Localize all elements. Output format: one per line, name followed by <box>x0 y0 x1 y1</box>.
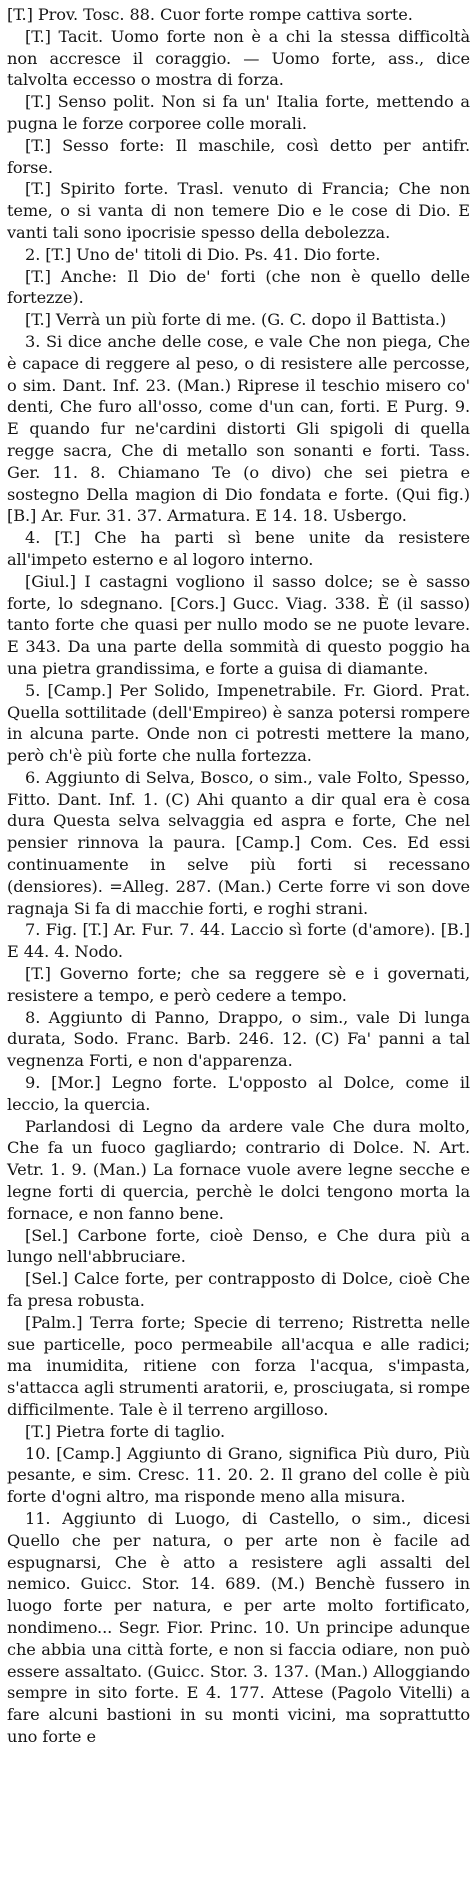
entry-paragraph: 3. Si dice anche delle cose, e vale Che non piega, Che è capace di reggere al peso, o di resistere alle percosse, o sim. Dant. Inf. 23. (Man.) Riprese il teschio misero co' denti, Che furo all'osso, come d'un can, forti. E Purg. 9. E quando fur ne'cardini distorti Gli spigoli di quella regge sacra, Che di metallo son sonanti e forti. Tass. Ger. 11. 8. Chiamano Te (o divo) che sei pietra e sostegno Della magion di Dio fondata e forte. (Qui fig.) [B.] Ar. Fur. 31. 37. Armatura. E 14. 18. Usbergo. <box>7 331 470 526</box>
entry-paragraph: 5. [Camp.] Per Solido, Impenetrabile. Fr. Giord. Prat. Quella sottilitade (dell'Empireo) è sanza potersi rompere in alcuna parte. Onde non ci potresti mettere la mano, però ch'è più forte che nulla fortezza. <box>7 680 470 766</box>
entry-paragraph: [Sel.] Carbone forte, cioè Denso, e Che dura più a lungo nell'abbruciare. <box>7 1225 470 1267</box>
entry-paragraph: [T.] Anche: Il Dio de' forti (che non è quello delle fortezze). <box>7 266 470 308</box>
text-column <box>7 4 470 1748</box>
entry-paragraph: [T.] Governo forte; che sa reggere sè e i governati, resistere a tempo, e però cedere a tempo. <box>7 964 470 1005</box>
entry-paragraph: [T.] Prov. Tosc. 88. Cuor forte rompe cattiva sorte. <box>7 5 413 24</box>
entry-paragraph: Parlandosi di Legno da ardere vale Che dura molto, Che fa un fuoco gagliardo; contrario di Dolce. N. Art. Vetr. 1. 9. (Man.) La fornace vuole avere legne secche e legne forti di quercia, perchè le dolci tengono morta la fornace, e non fanno bene. <box>7 1116 470 1223</box>
entry-paragraph: 9. [Mor.] Legno forte. L'opposto al Dolce, come il leccio, la quercia. <box>7 1073 470 1114</box>
entry-paragraph: 10. [Camp.] Aggiunto di Grano, significa Più duro, Più pesante, e sim. Cresc. 11. 20. 2. Il grano del colle è più forte d'ogni altro, ma risponde meno alla misura. <box>7 1443 470 1507</box>
entry-paragraph: [T.] Senso polit. Non si fa un' Italia forte, mettendo a pugna le forze corporee colle morali. <box>7 92 470 133</box>
entry-paragraph: [Giul.] I castagni vogliono il sasso dolce; se è sasso forte, lo sdegnano. [Cors.] Gucc. Viag. 338. È (il sasso) tanto forte che quasi per nullo modo se ne puote levare. E 343. Da una parte della sommità di questo poggio ha una pietra grandissima, e forte a guisa di diamante. <box>7 571 470 678</box>
entry-paragraph: [T.] Tacit. Uomo forte non è a chi la stessa difficoltà non accresce il coraggio. — Uomo forte, ass., dice talvolta eccesso o mostra di forza. <box>7 26 470 90</box>
entry-paragraph: [T.] Pietra forte di taglio. <box>25 1421 226 1441</box>
entry-paragraph: 6. Aggiunto di Selva, Bosco, o sim., vale Folto, Spesso, Fitto. Dant. Inf. 1. (C) Ahi quanto a dir qual era è cosa dura Questa selva selvaggia ed aspra e forte, Che nel pensier rinnova la paura. [Camp.] Com. Ces. Ed essi continuamente in selve più forti si recessano (densiores). =Alleg. 287. (Man.) Certe forre vi son dove ragnaja Si fa di macchie forti, e roghi strani. <box>7 767 470 918</box>
entry-paragraph: 11. Aggiunto di Luogo, di Castello, o sim., dicesi Quello che per natura, o per arte non è facile ad espugnarsi, Che è atto a resistere agli assalti del nemico. Guicc. Stor. 14. 689. (M.) Benchè fussero in luogo forte per natura, e per arte molto fortificato, nondimeno... Segr. Fior. Princ. 10. Un principe adunque che abbia una città forte, e non si faccia odiare, non può essere assaltato. (Guicc. Stor. 3. 137. (Man.) Alloggiando sempre in sito forte. E 4. 177. Attese (Pagolo Vitelli) a fare alcuni bastioni in su monti vicini, ma soprattutto uno forte e <box>7 1508 470 1746</box>
entry-paragraph: [T.] Spirito forte. Trasl. venuto di Francia; Che non teme, o si vanta di non temere Dio e le cose di Dio. E vanti tali sono ipocrisie spesso della debolezza. <box>7 179 470 242</box>
entry-paragraph: [T.] Verrà un più forte di me. (G. C. dopo il Battista.) <box>25 310 447 330</box>
entry-paragraph: 8. Aggiunto di Panno, Drappo, o sim., vale Di lunga durata, Sodo. Franc. Barb. 246. 12. (C) Fa' panni a tal vegnenza Forti, e non d'apparenza. <box>7 1007 470 1071</box>
entry-paragraph: [Palm.] Terra forte; Specie di terreno; Ristretta nelle sue particelle, poco permeabile all'acqua e alle radici; ma inumidita, ritiene con forza l'acqua, s'impasta, s'attacca agli strumenti aratorii, e, prosciugata, si rompe difficilmente. Tale è il terreno argilloso. <box>7 1312 471 1419</box>
entry-paragraph: 4. [T.] Che ha parti sì bene unite da resistere all'impeto esterno e al logoro interno. <box>7 528 470 569</box>
entry-paragraph: [Sel.] Calce forte, per contrapposto di Dolce, cioè Che fa presa robusta. <box>7 1269 470 1311</box>
entry-paragraph: [T.] Sesso forte: Il maschile, così detto per antifr. forse. <box>7 135 470 177</box>
entry-paragraph: 2. [T.] Uno de' titoli di Dio. Ps. 41. Dio forte. <box>25 244 381 264</box>
entry-paragraph: 7. Fig. [T.] Ar. Fur. 7. 44. Laccio sì forte (d'amore). [B.] E 44. 4. Nodo. <box>7 920 470 962</box>
